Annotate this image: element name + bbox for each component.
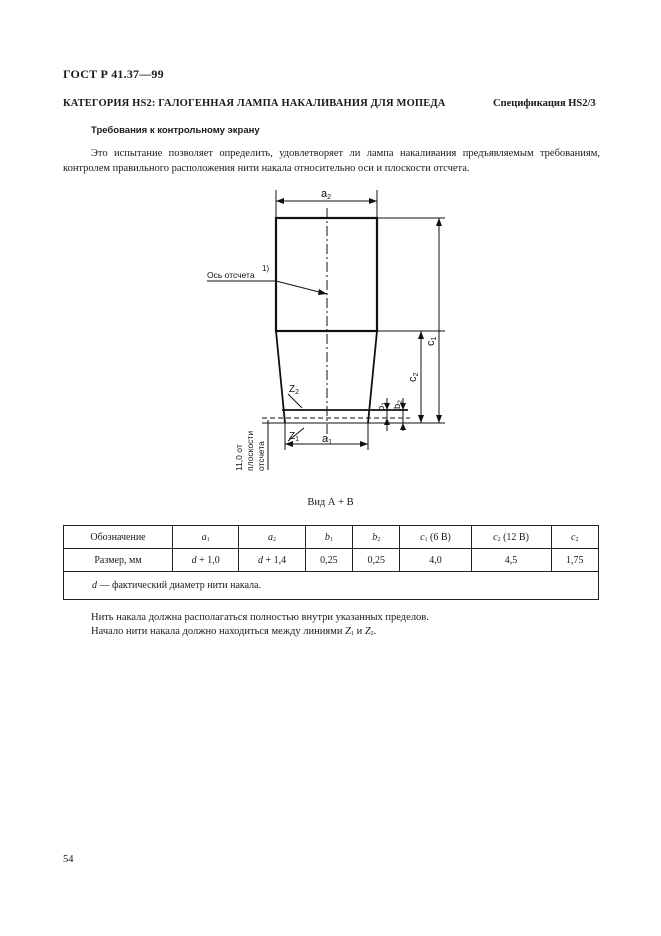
table-header-cell: $b_1$ bbox=[305, 526, 352, 549]
table-header-cell: $a_2$ bbox=[239, 526, 305, 549]
table-header-cell: $c_1$ (6 В) bbox=[400, 526, 471, 549]
category-title: КАТЕГОРИЯ HS2: ГАЛОГЕННАЯ ЛАМПА НАКАЛИВАНИЯ ДЛЯ МОПЕДА bbox=[63, 98, 446, 109]
filament-position-paragraph: Нить накала должна располагаться полностью внутри указанных пределов. bbox=[91, 612, 429, 623]
offset-label-3: отсчета bbox=[256, 441, 266, 471]
specification-label: Спецификация HS2/3 bbox=[493, 98, 596, 109]
label-z2: $Z_2$ bbox=[289, 384, 300, 396]
table-cell: 1,75 bbox=[551, 549, 598, 572]
label-a2: a2 bbox=[321, 188, 332, 201]
filament-start-paragraph: Начало нити накала должно находиться между линиями $Z_1$ и $Z_2$. bbox=[91, 626, 377, 637]
footnote-mark: 1) bbox=[262, 264, 270, 273]
offset-label-1: 11,0 от bbox=[234, 444, 244, 471]
table-cell: d + 1,0 bbox=[173, 549, 239, 572]
table-row bbox=[64, 572, 599, 600]
label-ref-axis: Ось отсчета bbox=[207, 270, 255, 280]
cell-label-designation: Обозначение bbox=[64, 526, 173, 549]
table-header-cell: $c_2$ (12 В) bbox=[471, 526, 551, 549]
table-header-cell: $c_2$ bbox=[551, 526, 598, 549]
document-code: ГОСТ Р 41.37—99 bbox=[63, 67, 164, 81]
table-header-cell: $a_1$ bbox=[173, 526, 239, 549]
label-b1: $b_1$ bbox=[376, 402, 388, 411]
page-number: 54 bbox=[63, 854, 74, 865]
view-caption: Вид А + В bbox=[307, 497, 354, 508]
table-row bbox=[64, 526, 599, 549]
offset-label-2: плоскости bbox=[245, 430, 255, 471]
table-header-cell: $b_2$ bbox=[353, 526, 400, 549]
z2-leader bbox=[288, 394, 302, 408]
cell-label-size: Размер, мм bbox=[64, 549, 173, 572]
spec-table bbox=[63, 525, 599, 600]
label-a1: a1 bbox=[322, 433, 333, 446]
label-z1: $Z_1$ bbox=[289, 431, 300, 443]
table-note: d — фактический диаметр нити накала. bbox=[64, 572, 599, 600]
table-row bbox=[64, 549, 599, 572]
table-cell: 0,25 bbox=[305, 549, 352, 572]
table-cell: d + 1,4 bbox=[239, 549, 305, 572]
label-c2: c2 bbox=[407, 372, 420, 382]
table-cell: 4,0 bbox=[400, 549, 471, 572]
table-cell: 0,25 bbox=[353, 549, 400, 572]
label-b2: $b_2$ bbox=[392, 400, 404, 409]
label-c1: c1 bbox=[425, 336, 438, 346]
intro-paragraph: Это испытание позволяет определить, удовлетворяет ли лампа накаливания предъявляемым требованиям, контролем правильного расположения нити накала относительно оси и плоскости отсчета. bbox=[63, 148, 600, 174]
table-cell: 4,5 bbox=[471, 549, 551, 572]
section-heading: Требования к контрольному экрану bbox=[91, 125, 260, 136]
